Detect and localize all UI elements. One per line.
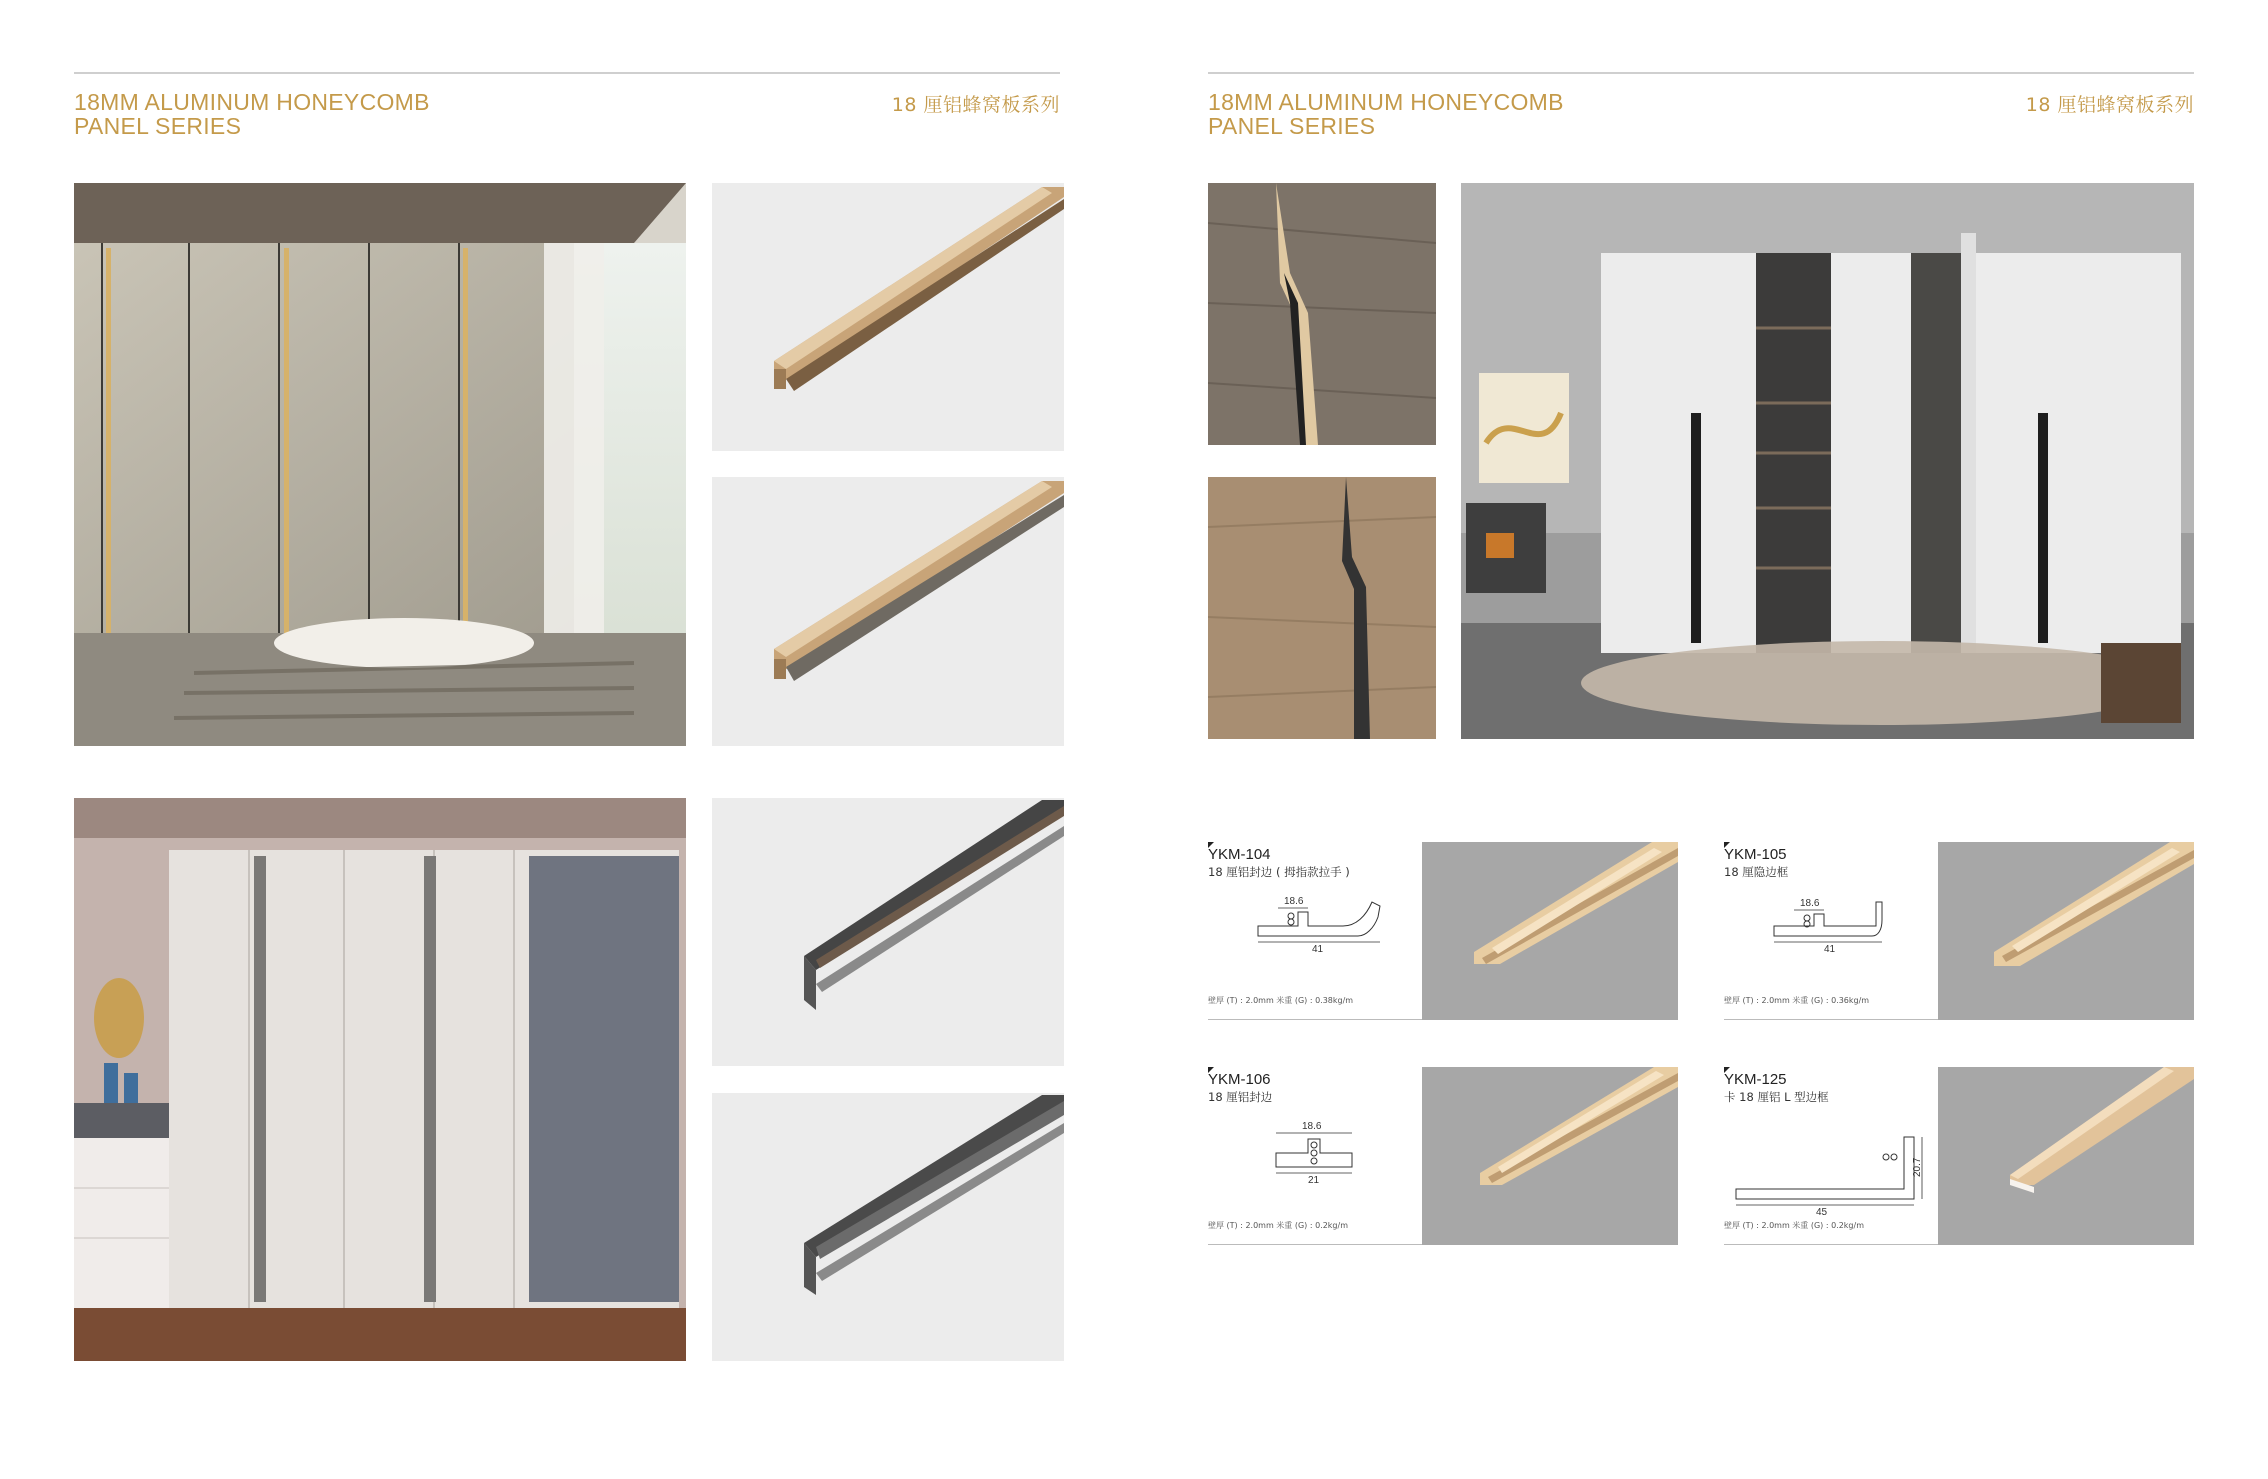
bedroom-wardrobe-photo xyxy=(74,183,686,746)
profile-drawing xyxy=(1248,1117,1388,1187)
gold-profile-photo-1 xyxy=(712,183,1064,451)
product-name: 18 厘铝封边 ( 拇指款拉手 ) xyxy=(1208,865,1350,879)
dark-profile-photo-1 xyxy=(712,798,1064,1066)
product-photo xyxy=(1938,1067,2194,1245)
product-name: 18 厘铝封边 xyxy=(1208,1090,1273,1104)
series-title-cn: 18 厘铝蜂窝板系列 xyxy=(891,94,1060,116)
product-code: YKM-125 xyxy=(1724,1071,1787,1088)
dark-profile-photo-2 xyxy=(712,1093,1064,1361)
product-photo xyxy=(1422,1067,1678,1245)
product-code: YKM-104 xyxy=(1208,846,1271,863)
top-rule xyxy=(1208,72,2194,74)
series-title-en xyxy=(74,90,430,138)
right-page xyxy=(1134,0,2268,1479)
product-specs: 壁厚 (T) : 2.0mm 米重 (G) : 0.36kg/m xyxy=(1724,996,1870,1005)
gold-profile-photo-2 xyxy=(712,477,1064,746)
dim-width-top: 18.6 xyxy=(1302,1121,1322,1132)
profile-drawing xyxy=(1248,892,1388,952)
grey-wardrobe-photo xyxy=(74,798,686,1361)
dim-width-bottom: 21 xyxy=(1308,1175,1320,1186)
title-line-1: 18MM ALUMINUM HONEYCOMB xyxy=(1208,89,1564,115)
wood-handle-closeup-1 xyxy=(1208,183,1436,445)
product-code: YKM-105 xyxy=(1724,846,1787,863)
dim-width-top: 18.6 xyxy=(1800,898,1820,909)
dim-width-bottom: 41 xyxy=(1312,944,1324,952)
product-card-ykm-125 xyxy=(1724,1067,2194,1245)
dim-width-bottom: 45 xyxy=(1816,1207,1828,1217)
product-specs: 壁厚 (T) : 2.0mm 米重 (G) : 0.2kg/m xyxy=(1208,1221,1348,1230)
wood-handle-closeup-2 xyxy=(1208,477,1436,739)
title-line-2: PANEL SERIES xyxy=(74,113,242,139)
open-wardrobe-photo xyxy=(1461,183,2194,739)
dim-width-bottom: 41 xyxy=(1824,944,1836,952)
product-name: 18 厘隐边框 xyxy=(1724,865,1789,879)
top-rule xyxy=(74,72,1060,74)
title-line-1: 18MM ALUMINUM HONEYCOMB xyxy=(74,89,430,115)
profile-drawing xyxy=(1764,892,1904,952)
series-title-en xyxy=(1208,90,1564,138)
series-title-cn: 18 厘铝蜂窝板系列 xyxy=(2025,94,2194,116)
product-photo xyxy=(1422,842,1678,1020)
dim-width-top: 18.6 xyxy=(1284,896,1304,907)
product-name: 卡 18 厘铝 L 型边框 xyxy=(1724,1090,1829,1104)
product-card-ykm-105 xyxy=(1724,842,2194,1020)
product-specs: 壁厚 (T) : 2.0mm 米重 (G) : 0.2kg/m xyxy=(1724,1221,1864,1230)
product-photo xyxy=(1938,842,2194,1020)
product-specs: 壁厚 (T) : 2.0mm 米重 (G) : 0.38kg/m xyxy=(1208,996,1354,1005)
product-card-ykm-104 xyxy=(1208,842,1678,1020)
profile-drawing xyxy=(1734,1107,1924,1217)
title-line-2: PANEL SERIES xyxy=(1208,113,1376,139)
product-card-ykm-106 xyxy=(1208,1067,1678,1245)
dim-height: 20.7 xyxy=(1912,1157,1923,1177)
product-code: YKM-106 xyxy=(1208,1071,1271,1088)
